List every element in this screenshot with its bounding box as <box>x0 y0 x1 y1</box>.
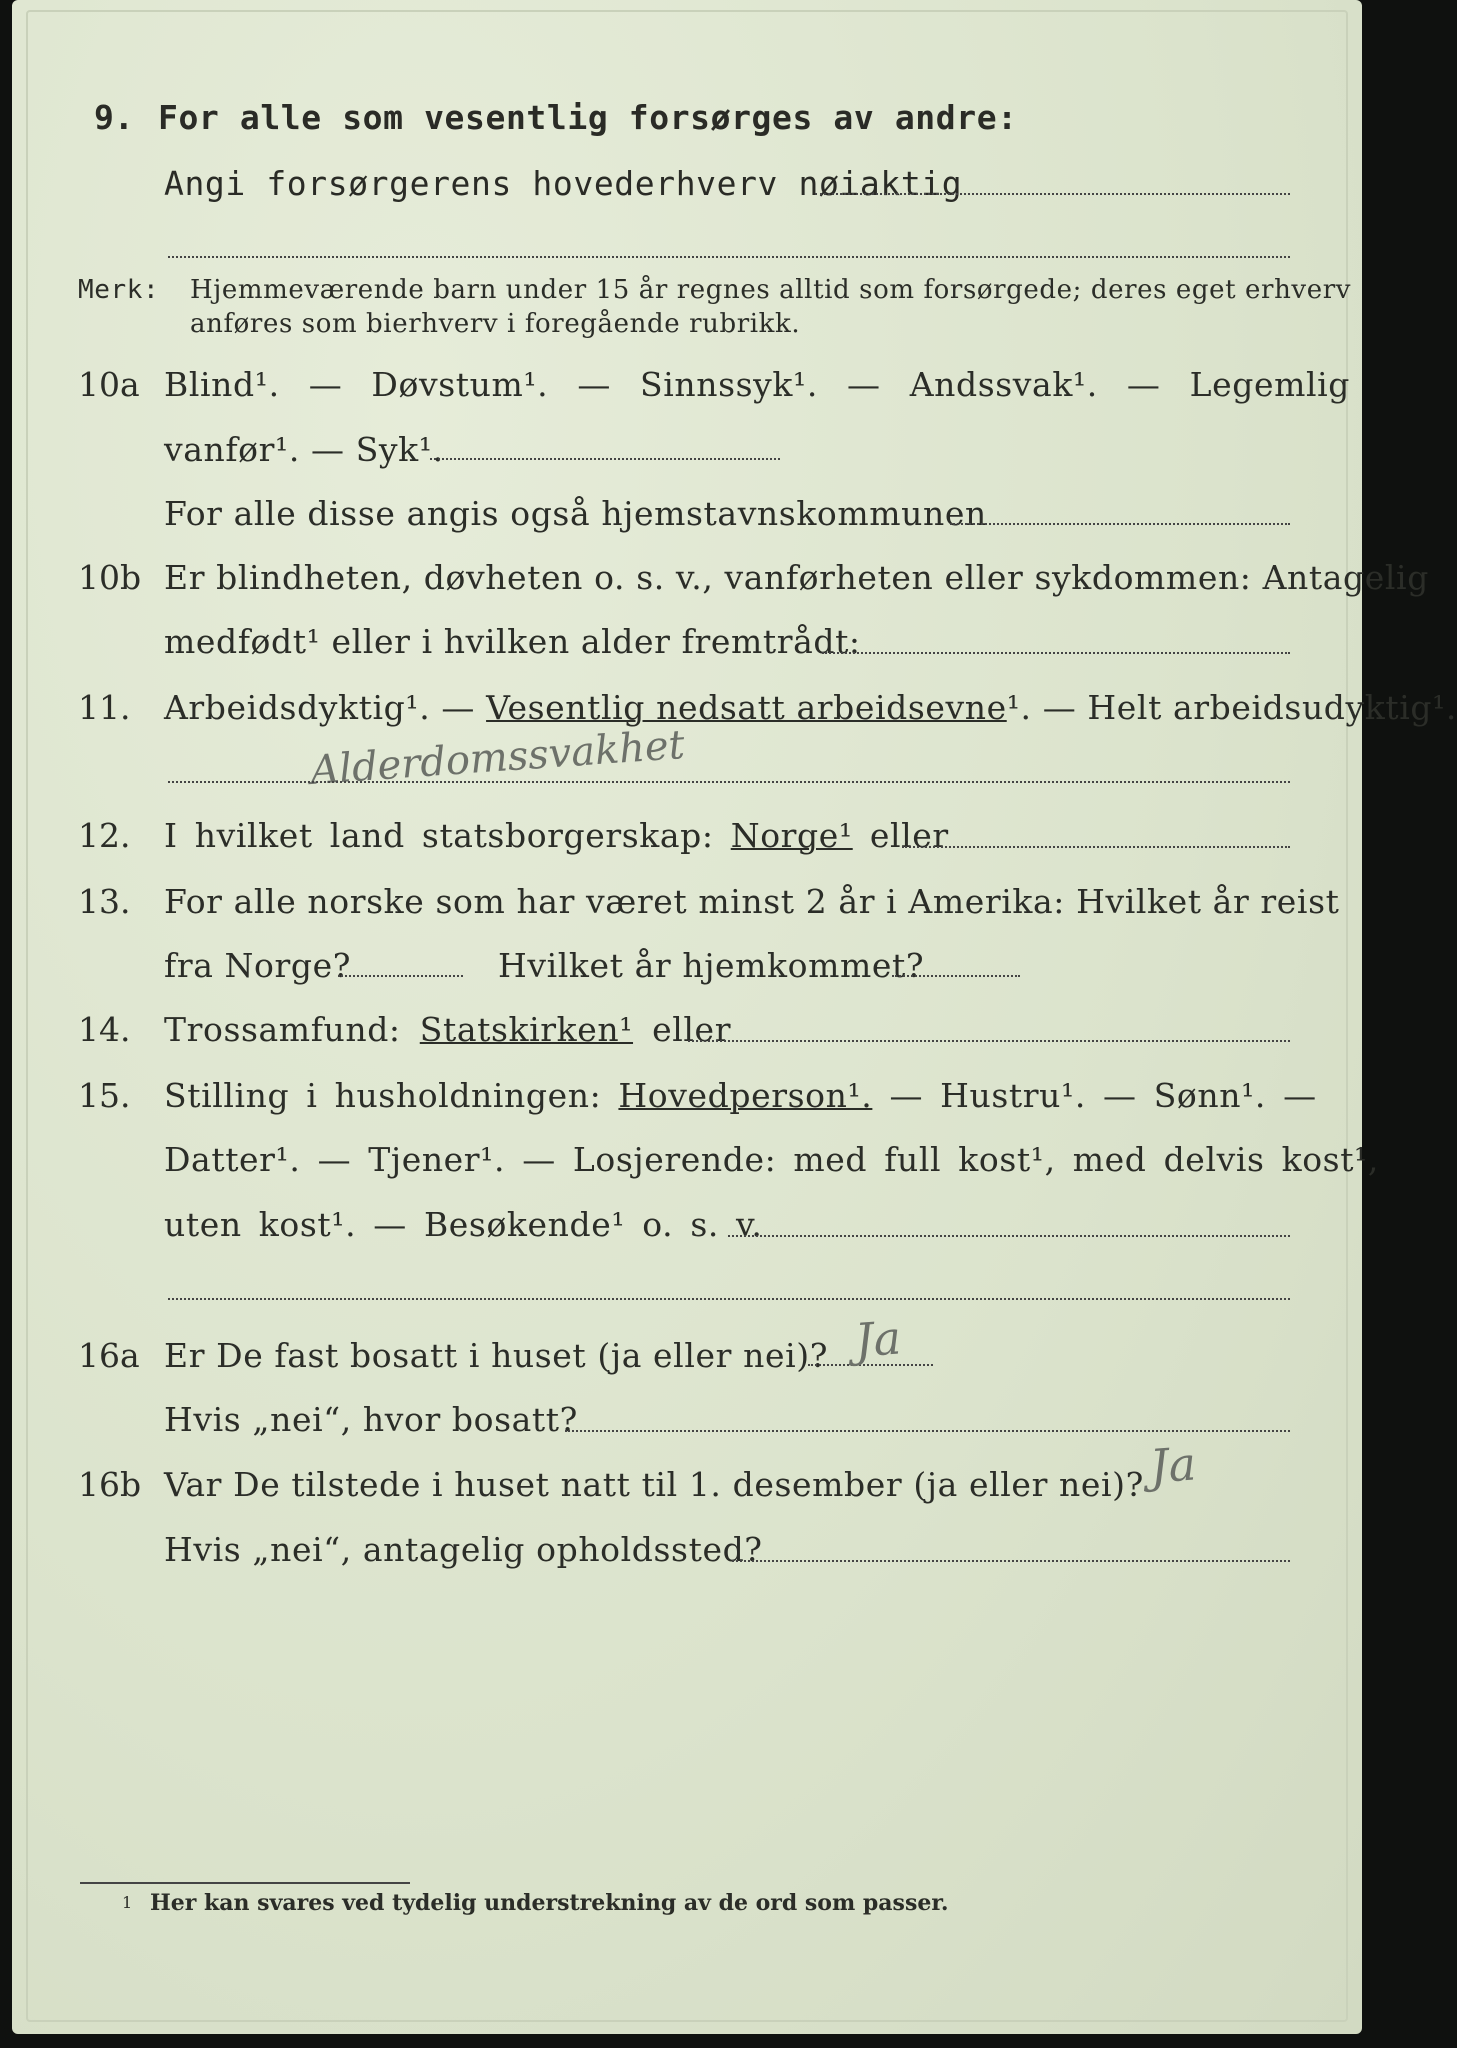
q15-part-a: Stilling i husholdningen: <box>164 1076 619 1115</box>
q11-part-c: ¹. — Helt arbeidsudyktig¹. <box>1006 688 1457 727</box>
q16a-line-2: Hvis „nei“, hvor bosatt? <box>164 1400 578 1439</box>
q13-line-2a: fra Norge? <box>164 946 352 985</box>
q12-number: 12. <box>78 816 131 855</box>
q14-line <box>164 1010 731 1050</box>
q15-line-2: Datter¹. — Tjener¹. — Losjerende: med full kost¹, med delvis kost¹, <box>164 1140 1379 1179</box>
q14-number: 14. <box>78 1010 131 1049</box>
q10b-number: 10b <box>78 558 142 597</box>
q13-line-2b: Hvilket år hjemkommet? <box>498 946 925 985</box>
q16a-line-1: Er De fast bosatt i huset (ja eller nei)? <box>164 1336 828 1375</box>
q16b-line-2: Hvis „nei“, antagelig opholdssted? <box>164 1530 763 1569</box>
q11-number: 11. <box>78 688 131 727</box>
q12-line <box>164 816 949 856</box>
q16a-handwritten-answer: Ja <box>853 1310 903 1368</box>
q15-underlined-answer: Hovedperson¹. <box>618 1076 873 1115</box>
q16b-number: 16b <box>78 1465 142 1504</box>
q11-underlined-answer: Vesentlig nedsatt arbeidsevne <box>486 688 1007 727</box>
q12-part-a: I hvilket land statsborgerskap: <box>164 816 731 855</box>
q10b-age-field[interactable] <box>822 652 1290 654</box>
q11-answer-line[interactable] <box>168 781 1290 783</box>
q10b-line-2: medfødt¹ eller i hvilken alder fremtrådt: <box>164 622 861 661</box>
q16b-line-1: Var De tilstede i huset natt til 1. desember (ja eller nei)? <box>164 1465 1144 1504</box>
q11-handwritten-answer: Alderdomssvakhet <box>308 721 687 795</box>
q15-extra-line[interactable] <box>168 1298 1290 1300</box>
q15-line-3: uten kost¹. — Besøkende¹ o. s. v. <box>164 1205 763 1244</box>
q10a-number: 10a <box>78 365 140 404</box>
footnote-mark: 1 <box>122 1893 133 1912</box>
q15-part-c: — Hustru¹. — Sønn¹. — <box>872 1076 1317 1115</box>
q10a-line-1: Blind¹. — Døvstum¹. — Sinnssyk¹. — Andssvak¹. — Legemlig <box>164 365 1351 404</box>
merk-text-2: anføres som bierhverv i foregående rubrikk. <box>190 309 801 339</box>
footnote-text: Her kan svares ved tydelig understrekning av de ord som passer. <box>150 1890 949 1916</box>
q16a-residence-field[interactable] <box>565 1430 1290 1432</box>
q16b-whereabouts-field[interactable] <box>732 1560 1290 1562</box>
q16b-handwritten-answer: Ja <box>1148 1436 1198 1494</box>
q12-underlined-answer: Norge¹ <box>730 816 853 855</box>
merk-text-1: Hjemmeværende barn under 15 år regnes alltid som forsørgede; deres eget erhverv <box>190 275 1352 305</box>
q12-other-country-field[interactable] <box>902 846 1290 848</box>
q16a-number: 16a <box>78 1336 140 1375</box>
footnote-rule <box>80 1882 410 1884</box>
q9-occupation-field-2[interactable] <box>168 256 1290 258</box>
q10a-sick-field[interactable] <box>430 458 780 460</box>
q14-underlined-answer: Statskirken¹ <box>419 1010 634 1049</box>
q10b-line-1: Er blindheten, døvheten o. s. v., vanførheten eller sykdommen: Antagelig <box>164 558 1429 597</box>
q14-part-a: Trossamfund: <box>164 1010 420 1049</box>
q13-line-1: For alle norske som har været minst 2 år i Amerika: Hvilket år reist <box>164 882 1340 921</box>
q15-other-field[interactable] <box>728 1235 1290 1237</box>
q10a-line-3: For alle disse angis også hjemstavnskommunen <box>164 494 987 533</box>
q15-number: 15. <box>78 1076 131 1115</box>
q14-part-c: eller <box>633 1010 732 1049</box>
q9-title: For alle som vesentlig forsørges av andre: <box>158 98 1018 137</box>
q10a-home-municipality-field[interactable] <box>950 523 1290 525</box>
q9-number: 9. <box>94 98 134 137</box>
q14-other-faith-field[interactable] <box>688 1040 1290 1042</box>
q11-line <box>164 688 1457 728</box>
q15-line-1 <box>164 1076 1317 1116</box>
q11-part-a: Arbeidsdyktig¹. — <box>164 688 487 727</box>
q13-year-left-field[interactable] <box>338 975 463 977</box>
merk-label: Merk: <box>78 275 160 305</box>
q9-occupation-field[interactable] <box>815 193 1290 195</box>
q10a-line-2: vanfør¹. — Syk¹. <box>164 430 444 469</box>
q12-part-c: eller <box>852 816 949 855</box>
q13-year-returned-field[interactable] <box>892 975 1020 977</box>
q9-occupation-label: Angi forsørgerens hovederhverv nøiaktig <box>164 164 963 203</box>
q13-number: 13. <box>78 882 131 921</box>
